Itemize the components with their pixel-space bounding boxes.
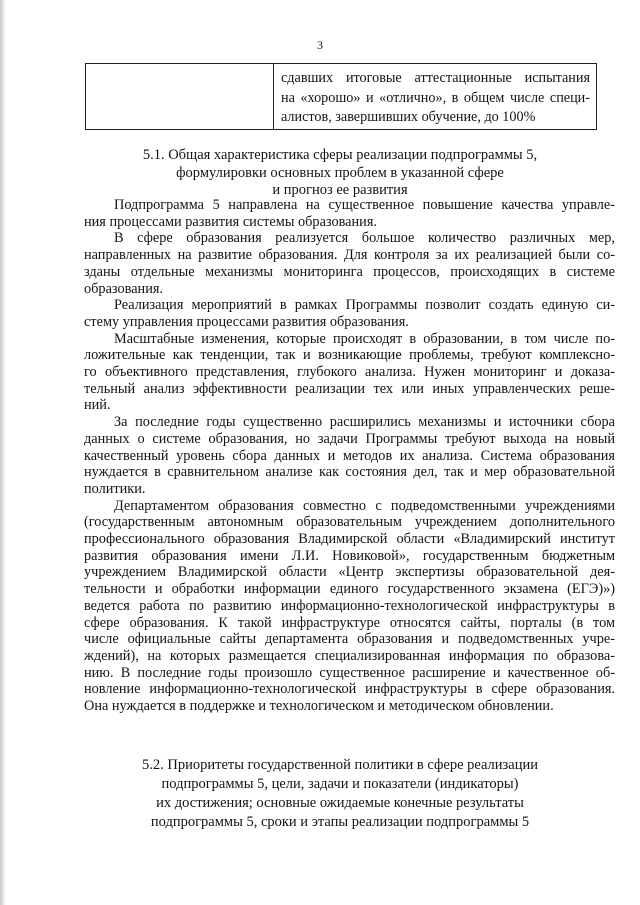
- paragraph: [84, 230, 615, 297]
- table-cell-right: [274, 64, 596, 129]
- paragraph: [84, 297, 615, 330]
- paragraph-line: В сфере образования реализуется большое количество различных мер,: [114, 230, 615, 247]
- section-heading-5-1: [60, 147, 620, 200]
- paragraph-line: сфере образования. К такой инфраструктуре относятся сайты, порталы (в том: [84, 614, 615, 631]
- heading-line: подпрограммы 5, цели, задачи и показатели (индикаторы): [161, 776, 519, 792]
- paragraph-line: политики.: [84, 480, 146, 497]
- continued-table-row: [85, 63, 597, 130]
- paragraph-line: Подпрограмма 5 направлена на существенное повышение качества управле-: [114, 197, 615, 213]
- table-cell-line: алистов, завершивших обучение, до 100%: [281, 109, 536, 125]
- paragraph: [84, 197, 615, 230]
- heading-line: их достижения; основные ожидаемые конечные результаты: [156, 795, 524, 811]
- paragraph-line: нуждается в сравнительном анализе как состояния дел, так и мер образовательной: [84, 464, 615, 481]
- paragraph-line: учреждением Владимирской области «Центр экспертизы образовательной дея-: [84, 564, 615, 581]
- paragraph-line: ний.: [84, 397, 111, 414]
- heading-line: формулировки основных проблем в указанной сфере: [176, 164, 504, 181]
- heading-line: подпрограммы 5, сроки и этапы реализации подпрограммы 5: [150, 814, 530, 830]
- paragraph: [84, 331, 615, 415]
- paragraph-line: ложительные как тенденции, так и возникающие проблемы, требуют комплексно-: [84, 347, 615, 364]
- paragraph-line: стему управления процессами развития образования.: [84, 313, 409, 330]
- paragraph-line: Масштабные изменения, которые происходят в образовании, в том числе по-: [114, 330, 615, 347]
- paragraph-line: За последние годы существенно расширились механизмы и источники сбора: [114, 414, 615, 431]
- paragraph-line: ния процессами развития системы образования.: [84, 213, 377, 230]
- paragraph-line: тельный анализ эффективности реализации тех или иных управленческих реше-: [84, 380, 615, 397]
- paragraph: [84, 414, 615, 498]
- scan-edge-shadow: [0, 0, 6, 905]
- paragraph-line: Реализация мероприятий в рамках Программы позволит создать единую си-: [114, 297, 615, 314]
- paragraph-line: новление информационно-технологической инфраструктуры в сфере образования.: [84, 681, 615, 698]
- paragraph-line: образования.: [84, 280, 163, 297]
- page-number: 3: [317, 38, 323, 52]
- paragraph-line: ждений), на которых размещается специализированная информация по образова-: [84, 647, 615, 664]
- paragraph-line: (государственным автономным образовательным учреждением дополнительного: [84, 514, 615, 531]
- heading-line: 5.1. Общая характеристика сферы реализации подпрограммы 5,: [142, 147, 538, 163]
- paragraph-line: Она нуждается в поддержке и технологическом и методическом обновлении.: [84, 698, 554, 715]
- paragraph-line: направленных на развитие образования. Для контроля за их реализацией были со-: [84, 247, 615, 264]
- paragraph-line: Департаментом образования совместно с подведомственными учреждениями: [114, 497, 615, 514]
- paragraph-line: ведется работа по развитию информационно-технологической инфраструктуры в: [84, 597, 615, 614]
- paragraph-line: числе официальные сайты департамента образования и подведомственных учре-: [84, 631, 615, 648]
- paragraph-line: качественный уровень сбора данных и методов их анализа. Система образования: [84, 447, 615, 464]
- table-cell-line: на «хорошо» и «отлично», в общем числе специ-: [281, 89, 590, 106]
- heading-line: и прогноз ее развития: [272, 182, 408, 198]
- paragraph-line: го объективного представления, глубокого анализа. Нужен мониторинг и доказа-: [84, 364, 615, 381]
- paragraph-line: зданы отдельные механизмы мониторинга процессов, происходящих в системе: [84, 263, 615, 280]
- paragraph-line: нию. В последние годы произошло существенное расширение и качественное об-: [84, 664, 615, 681]
- heading-line: 5.2. Приоритеты государственной политики в сфере реализации: [142, 757, 538, 773]
- paragraph-line: профессионального образования Владимирской области «Владимирский институт: [84, 531, 615, 548]
- section-heading-5-2: [60, 756, 620, 832]
- table-cell-left: [86, 64, 274, 129]
- section-body-5-1: [84, 197, 615, 715]
- table-cell-line: сдавших итоговые аттестационные испытания: [281, 70, 590, 86]
- paragraph: [84, 498, 615, 715]
- paragraph-line: тельности и обработки информации единого государственного экзамена (ЕГЭ)»): [84, 581, 615, 598]
- paragraph-line: данных о системе образования, но задачи Программы требуют выхода на новый: [84, 430, 615, 447]
- paragraph-line: развития образования имени Л.И. Новиковой», государственным бюджетным: [84, 547, 615, 564]
